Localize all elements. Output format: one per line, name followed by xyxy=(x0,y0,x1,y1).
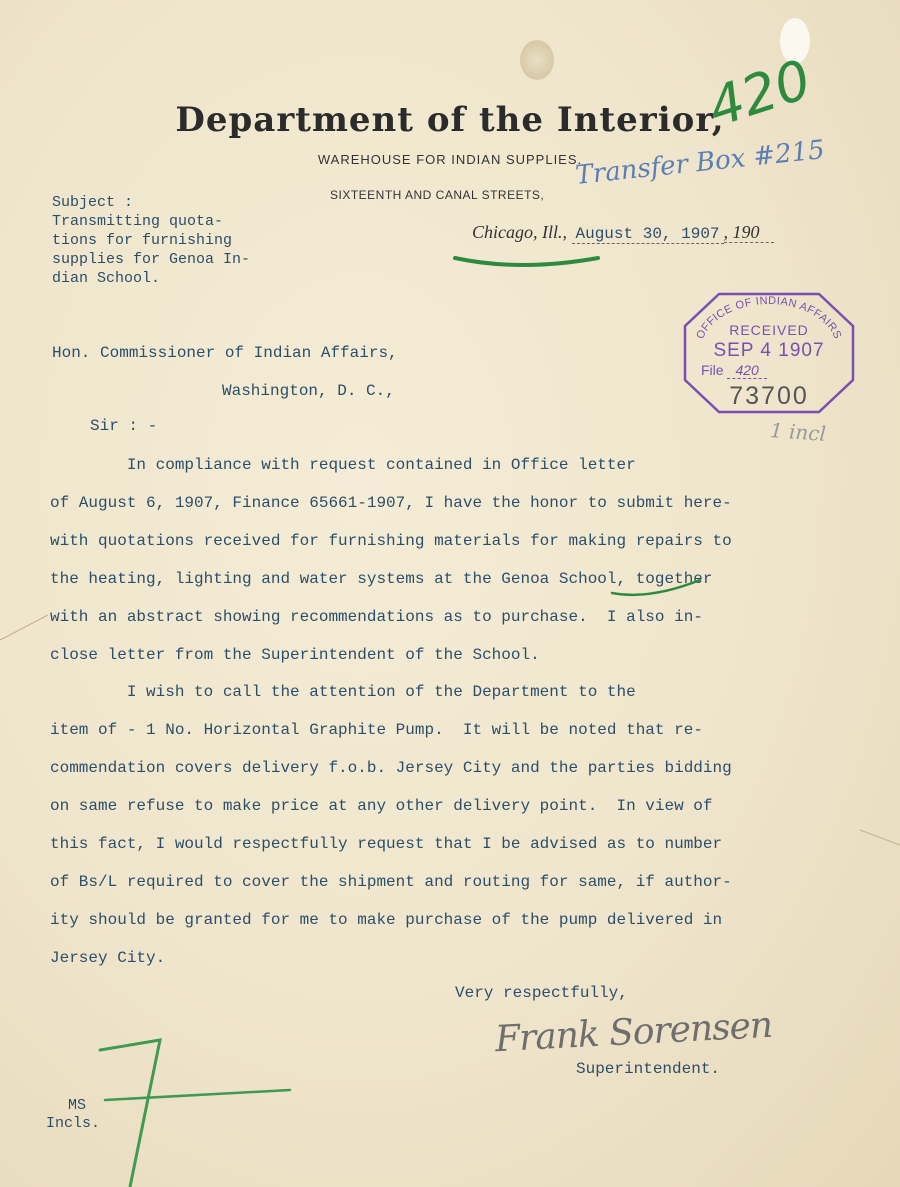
body-line: In compliance with request contained in Office letter xyxy=(50,456,636,474)
subject-line: Transmitting quota- xyxy=(52,213,224,230)
enclosures-note: Incls. xyxy=(46,1115,101,1132)
pencil-file-number: 420 xyxy=(700,47,819,140)
subject-line: dian School. xyxy=(52,270,161,287)
green-stroke xyxy=(105,1090,290,1100)
body-line: close letter from the Superintendent of the School. xyxy=(50,646,540,664)
body-line: on same refuse to make price at any other delivery point. In view of xyxy=(50,797,713,815)
paper-crease xyxy=(0,615,48,640)
body-line: with quotations received for furnishing materials for making repairs to xyxy=(50,532,732,550)
valediction: Very respectfully, xyxy=(455,984,628,1002)
body-line: the heating, lighting and water systems at the Genoa School, together xyxy=(50,570,713,588)
body-line: Jersey City. xyxy=(50,949,166,967)
body-line: of Bs/L required to cover the shipment and routing for same, if author- xyxy=(50,873,732,891)
stamp-received: RECEIVED xyxy=(729,322,809,338)
signer-title: Superintendent. xyxy=(576,1060,721,1078)
green-underline xyxy=(455,258,598,265)
green-seven-mark xyxy=(100,1040,160,1187)
letterhead-warehouse: WAREHOUSE FOR INDIAN SUPPLIES. xyxy=(317,152,583,167)
signature: Frank Sorensen xyxy=(494,1004,773,1061)
salutation: Sir : - xyxy=(90,417,158,435)
body-line: of August 6, 1907, Finance 65661-1907, I have the honor to submit here- xyxy=(50,494,732,512)
stamp-file-label: File xyxy=(701,362,724,378)
typist-initials: MS xyxy=(68,1097,87,1114)
subject-label: Subject : xyxy=(52,194,134,211)
body-line: with an abstract showing recommendations as to purchase. I also in- xyxy=(50,608,703,626)
green-underline xyxy=(612,580,700,595)
stamp-arc-text: OFFICE OF INDIAN AFFAIRS xyxy=(694,294,844,341)
dateline-place: Chicago, Ill., xyxy=(472,222,567,242)
body-line: item of - 1 No. Horizontal Graphite Pump. It will be noted that re- xyxy=(50,721,703,739)
paper-crease xyxy=(860,830,900,845)
body-line: commendation covers delivery f.o.b. Jersey City and the parties bidding xyxy=(50,759,732,777)
body-line: this fact, I would respectfully request that I be advised as to number xyxy=(50,835,723,853)
dateline-year-stub: , 190 xyxy=(724,222,774,243)
letterhead-department: Department of the Interior, xyxy=(175,100,725,140)
addressee-name: Hon. Commissioner of Indian Affairs, xyxy=(52,344,398,362)
subject-line: tions for furnishing xyxy=(52,232,233,249)
incl-note: 1 incl xyxy=(769,418,827,446)
body-line: I wish to call the attention of the Department to the xyxy=(50,683,636,701)
addressee-city: Washington, D. C., xyxy=(222,382,395,400)
dateline-date: August 30, 1907 xyxy=(572,225,724,244)
body-line: ity should be granted for me to make purchase of the pump delivered in xyxy=(50,911,723,929)
subject-line: supplies for Genoa In- xyxy=(52,251,251,268)
stamp-number: 73700 xyxy=(729,382,809,410)
stamp-date: SEP 4 1907 xyxy=(713,340,825,361)
spacer xyxy=(680,306,705,318)
stamp-file-value: 420 xyxy=(727,362,766,379)
letterhead-address: SIXTEENTH AND CANAL STREETS, xyxy=(330,188,545,202)
transfer-note: Transfer Box #215 xyxy=(574,135,827,191)
